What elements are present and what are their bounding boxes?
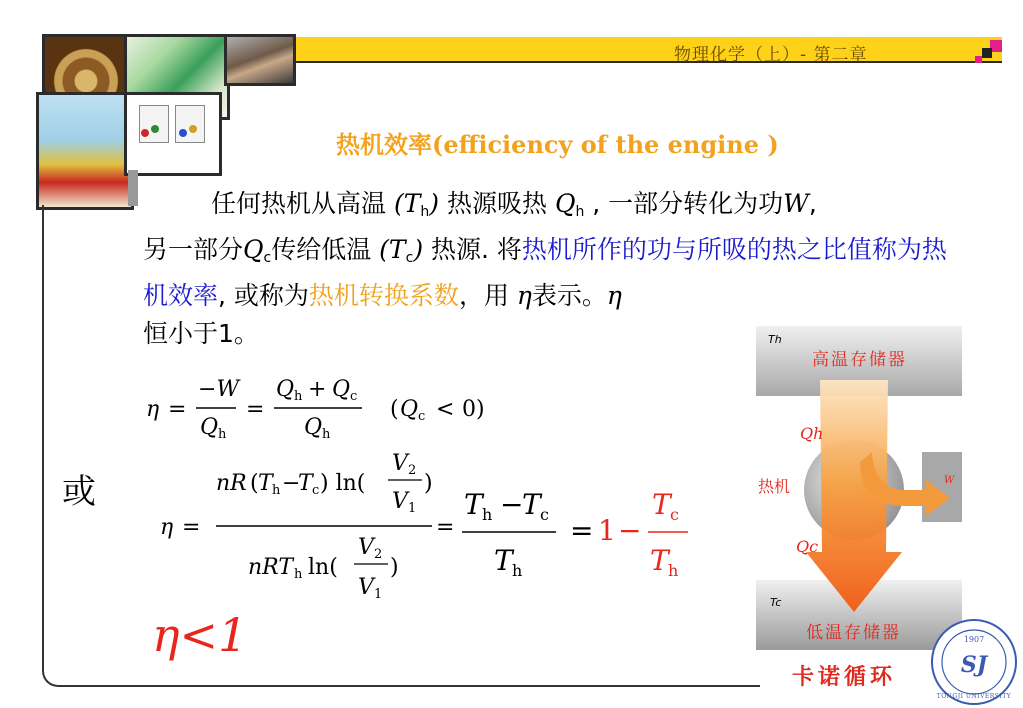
- svg-text:nR: nR: [216, 471, 247, 496]
- svg-text:Q: Q: [276, 377, 295, 402]
- svg-text:0): 0): [462, 397, 485, 422]
- svg-text:c: c: [350, 389, 358, 404]
- svg-text:T: T: [464, 488, 483, 521]
- diagram-caption: 卡诺循环: [792, 664, 897, 690]
- svg-text:T: T: [652, 488, 671, 521]
- diagram-low-reservoir-label: 低温存储器: [806, 623, 901, 643]
- collage-shadow: [128, 170, 138, 206]
- svg-text:=: =: [570, 514, 594, 547]
- svg-text:−: −: [282, 471, 301, 496]
- diagram-qc-label: Qc: [796, 537, 819, 556]
- svg-text:TONGJI UNIVERSITY: TONGJI UNIVERSITY: [936, 693, 1012, 700]
- svg-text:SJ: SJ: [960, 652, 988, 678]
- svg-text:=: =: [246, 397, 265, 422]
- svg-text:T: T: [522, 488, 541, 521]
- diagram-w-label: W: [944, 475, 955, 486]
- svg-text:η: η: [160, 515, 174, 540]
- math-sub: c: [405, 250, 414, 266]
- svg-text:c: c: [312, 483, 320, 498]
- svg-text:Q: Q: [400, 397, 419, 422]
- svg-text:T: T: [650, 544, 669, 577]
- text-run: 恒小于1。: [143, 319, 259, 348]
- diagram-engine-label: 热机: [758, 477, 791, 496]
- svg-text:2: 2: [408, 463, 417, 478]
- math-sub: c: [263, 250, 272, 266]
- svg-text:η: η: [146, 397, 160, 422]
- diagram-th-label: Th: [768, 333, 782, 346]
- svg-text:2: 2: [374, 547, 383, 562]
- svg-text:=: =: [436, 515, 455, 540]
- math-eta: η: [516, 281, 532, 310]
- text-run: , 或称为: [218, 281, 309, 310]
- text-run: 另一部分: [143, 235, 244, 264]
- eta-less-than-one: η<1: [152, 608, 248, 662]
- svg-text:1: 1: [374, 587, 383, 602]
- svg-text:V: V: [358, 575, 374, 600]
- university-seal-logo: [930, 618, 1018, 706]
- svg-text:1: 1: [598, 514, 616, 547]
- svg-text:): ): [424, 471, 433, 496]
- svg-text:V: V: [392, 451, 408, 476]
- or-label: 或: [62, 472, 96, 512]
- svg-text:nRT: nRT: [248, 555, 294, 580]
- math-close: ): [429, 189, 440, 218]
- svg-text:1: 1: [408, 501, 417, 516]
- svg-text:T: T: [494, 544, 513, 577]
- svg-text:h: h: [512, 561, 523, 580]
- svg-text:T: T: [258, 471, 273, 496]
- svg-text:h: h: [322, 427, 331, 442]
- highlight-definition: 热机所作的功与所吸的热之比值称为热机效率: [143, 235, 947, 310]
- frame-left-line: [42, 205, 44, 667]
- svg-text:c: c: [540, 505, 549, 524]
- svg-text:−: −: [618, 514, 642, 547]
- math-w: W: [783, 189, 809, 218]
- math-sub: h: [420, 204, 430, 220]
- frame-bottom-line: [60, 685, 760, 687]
- math-tc: (T: [379, 235, 406, 264]
- svg-text:ln(: ln(: [308, 555, 338, 580]
- svg-text:=: =: [182, 515, 201, 540]
- svg-text:−: −: [500, 488, 524, 521]
- slide-title: 热机效率(efficiency of the engine ): [336, 130, 779, 159]
- frame-corner: [42, 665, 64, 687]
- corner-mark-icon: [975, 56, 982, 63]
- svg-text:h: h: [218, 427, 227, 442]
- svg-text:c: c: [418, 409, 426, 424]
- diagram-qh-label: Qh: [800, 424, 824, 443]
- math-qc: Q: [243, 235, 264, 264]
- text-run: 表示。: [531, 281, 607, 310]
- text-run: , 一部分转化为功: [584, 189, 784, 218]
- collage-photo-flasks: [36, 92, 134, 210]
- text-run: 任何热机从高温: [211, 189, 394, 218]
- svg-text:−W: −W: [198, 377, 240, 402]
- svg-text:h: h: [482, 505, 493, 524]
- efficiency-formula: [140, 368, 520, 448]
- math-close: ): [413, 235, 424, 264]
- svg-text:+: +: [308, 377, 327, 402]
- svg-text:h: h: [294, 389, 303, 404]
- svg-text:) ln(: ) ln(: [320, 471, 366, 496]
- highlight-term: 热机转换系数: [308, 281, 459, 310]
- svg-text:V: V: [392, 489, 408, 514]
- svg-text:V: V: [358, 535, 374, 560]
- carnot-efficiency-formula: [160, 448, 700, 612]
- header-underline: [294, 61, 1002, 63]
- math-eta: η: [606, 281, 622, 310]
- svg-text:h: h: [272, 483, 281, 498]
- svg-text:Q: Q: [304, 415, 323, 440]
- svg-text:c: c: [670, 505, 679, 524]
- svg-text:Q: Q: [200, 415, 219, 440]
- course-title: 物理化学（上）- 第二章: [674, 45, 868, 65]
- svg-text:(: (: [390, 397, 399, 422]
- text-run: ，用: [458, 281, 517, 310]
- svg-text:Q: Q: [332, 377, 351, 402]
- header-bar: [294, 37, 1002, 61]
- svg-text:1907: 1907: [963, 635, 985, 644]
- collage-photo-textbook: [124, 92, 222, 176]
- diagram-high-reservoir-label: 高温存储器: [812, 350, 907, 370]
- collage-photo-handshake: [224, 34, 296, 86]
- svg-text:): ): [390, 555, 399, 580]
- diagram-tc-label: Tc: [770, 596, 782, 609]
- svg-text:h: h: [294, 567, 303, 582]
- svg-text:(: (: [250, 471, 259, 496]
- corner-mark-icon: [982, 48, 992, 58]
- text-run: 热源吸热: [439, 189, 555, 218]
- svg-text:T: T: [298, 471, 313, 496]
- math-th: (T: [393, 189, 421, 218]
- math-sub: h: [575, 204, 585, 220]
- text-run: 热源. 将: [423, 235, 522, 264]
- svg-text:=: =: [168, 397, 187, 422]
- svg-text:h: h: [668, 561, 679, 580]
- svg-text:<: <: [436, 397, 455, 422]
- text-run: ,: [808, 189, 817, 218]
- text-run: 传给低温: [271, 235, 380, 264]
- math-qh: Q: [554, 189, 576, 218]
